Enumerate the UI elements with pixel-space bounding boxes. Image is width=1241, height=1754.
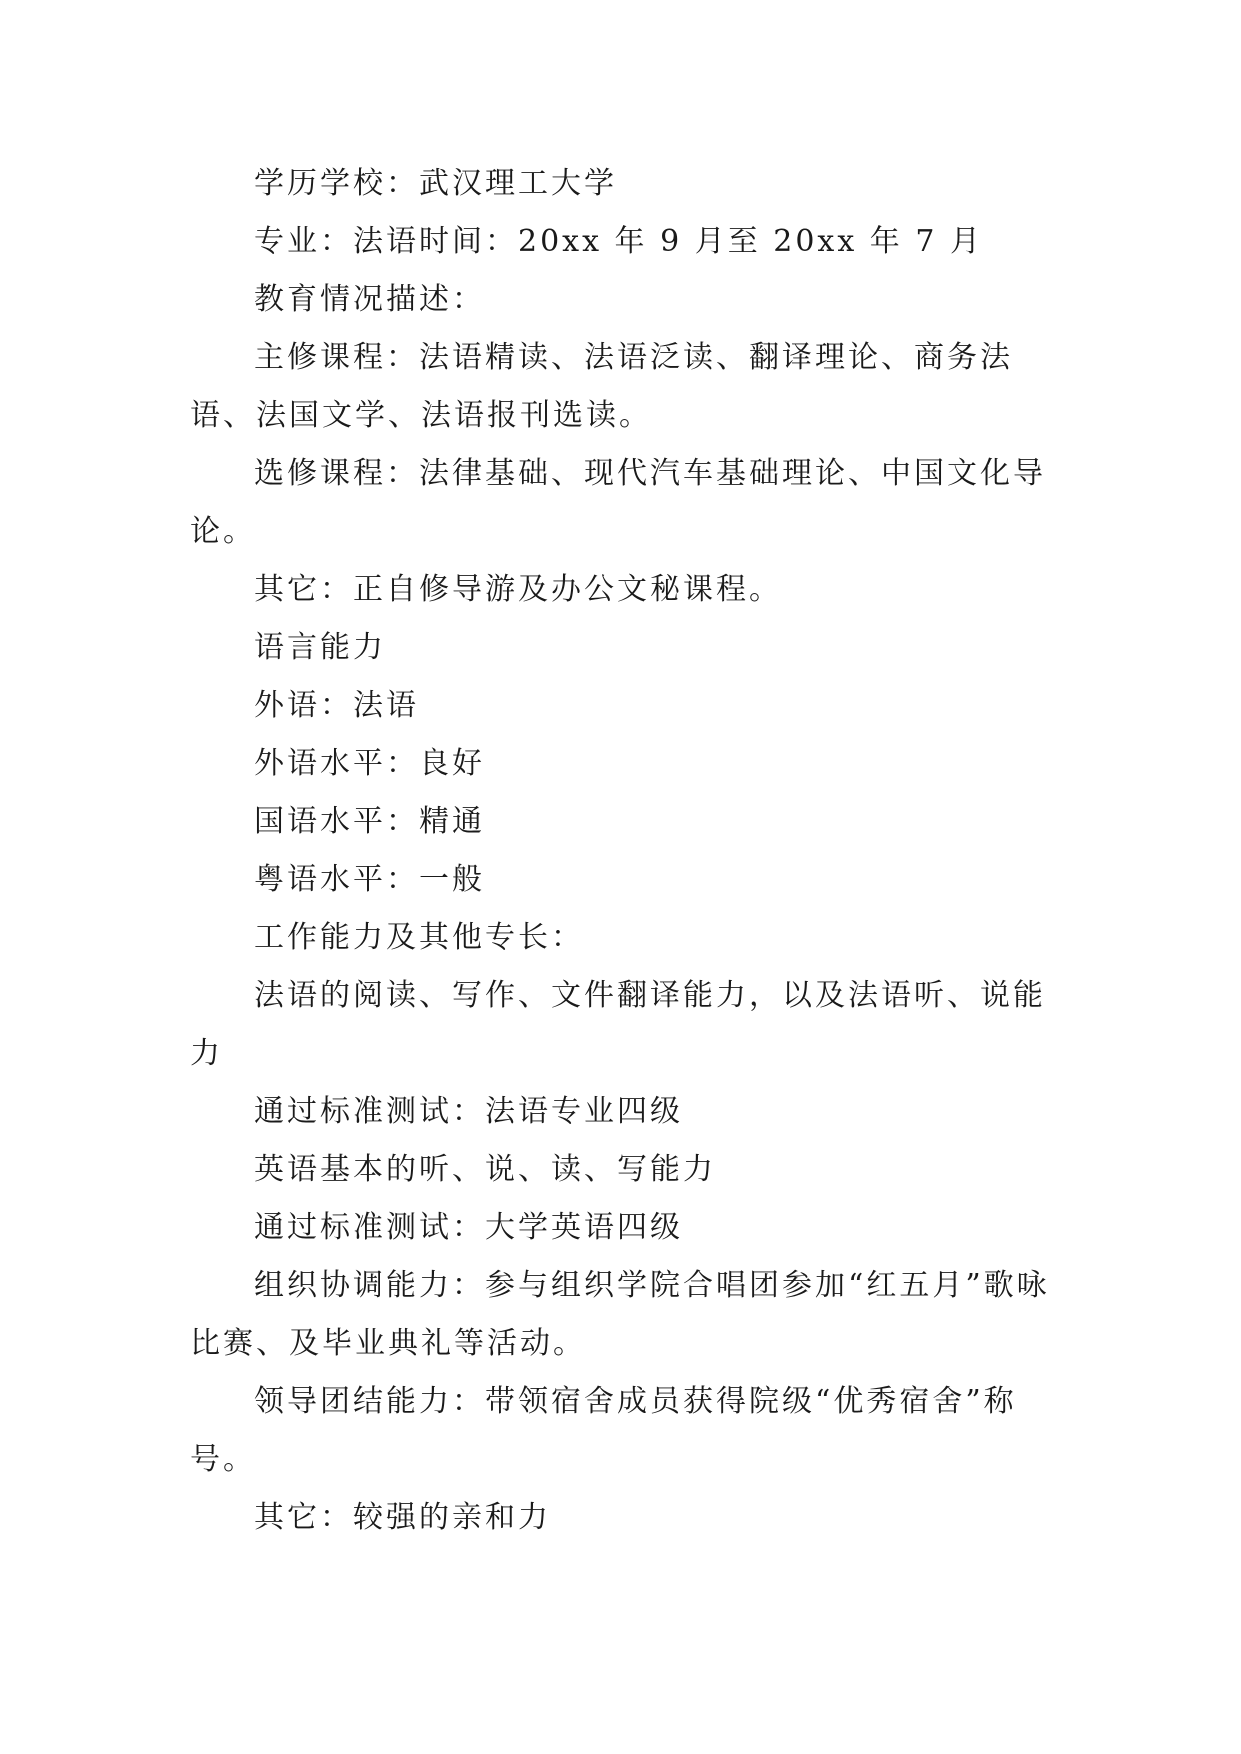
paragraph-organization: 组织协调能力：参与组织学院合唱团参加“红五月”歌咏比赛、及毕业典礼等活动。 xyxy=(190,1268,1050,1361)
paragraph-leadership: 领导团结能力：带领宿舍成员获得院级“优秀宿舍”称号。 xyxy=(190,1384,1017,1477)
paragraph-language-heading: 语言能力 xyxy=(254,630,386,665)
document-body xyxy=(190,155,1050,1547)
paragraph-skills-heading: 工作能力及其他专长： xyxy=(254,920,584,955)
paragraph-english-test: 通过标准测试：大学英语四级 xyxy=(254,1210,683,1245)
paragraph-education-heading: 教育情况描述： xyxy=(254,282,485,317)
paragraph-school: 学历学校：武汉理工大学 xyxy=(254,166,617,201)
paragraph-major-time: 专业：法语时间：20xx 年 9 月至 20xx 年 7 月 xyxy=(254,224,983,259)
paragraph-other-traits: 其它：较强的亲和力 xyxy=(254,1500,551,1535)
paragraph-french-skills: 法语的阅读、写作、文件翻译能力，以及法语听、说能力 xyxy=(190,978,1046,1071)
paragraph-other-courses: 其它：正自修导游及办公文秘课程。 xyxy=(254,572,782,607)
paragraph-english-skills: 英语基本的听、说、读、写能力 xyxy=(254,1152,716,1187)
paragraph-cantonese-level: 粤语水平：一般 xyxy=(254,862,485,897)
paragraph-elective-courses: 选修课程：法律基础、现代汽车基础理论、中国文化导论。 xyxy=(190,456,1046,549)
paragraph-french-test: 通过标准测试：法语专业四级 xyxy=(254,1094,683,1129)
paragraph-major-courses: 主修课程：法语精读、法语泛读、翻译理论、商务法语、法国文学、法语报刊选读。 xyxy=(190,340,1013,433)
paragraph-foreign-language: 外语：法语 xyxy=(254,688,419,723)
paragraph-foreign-level: 外语水平：良好 xyxy=(254,746,485,781)
paragraph-mandarin-level: 国语水平：精通 xyxy=(254,804,485,839)
